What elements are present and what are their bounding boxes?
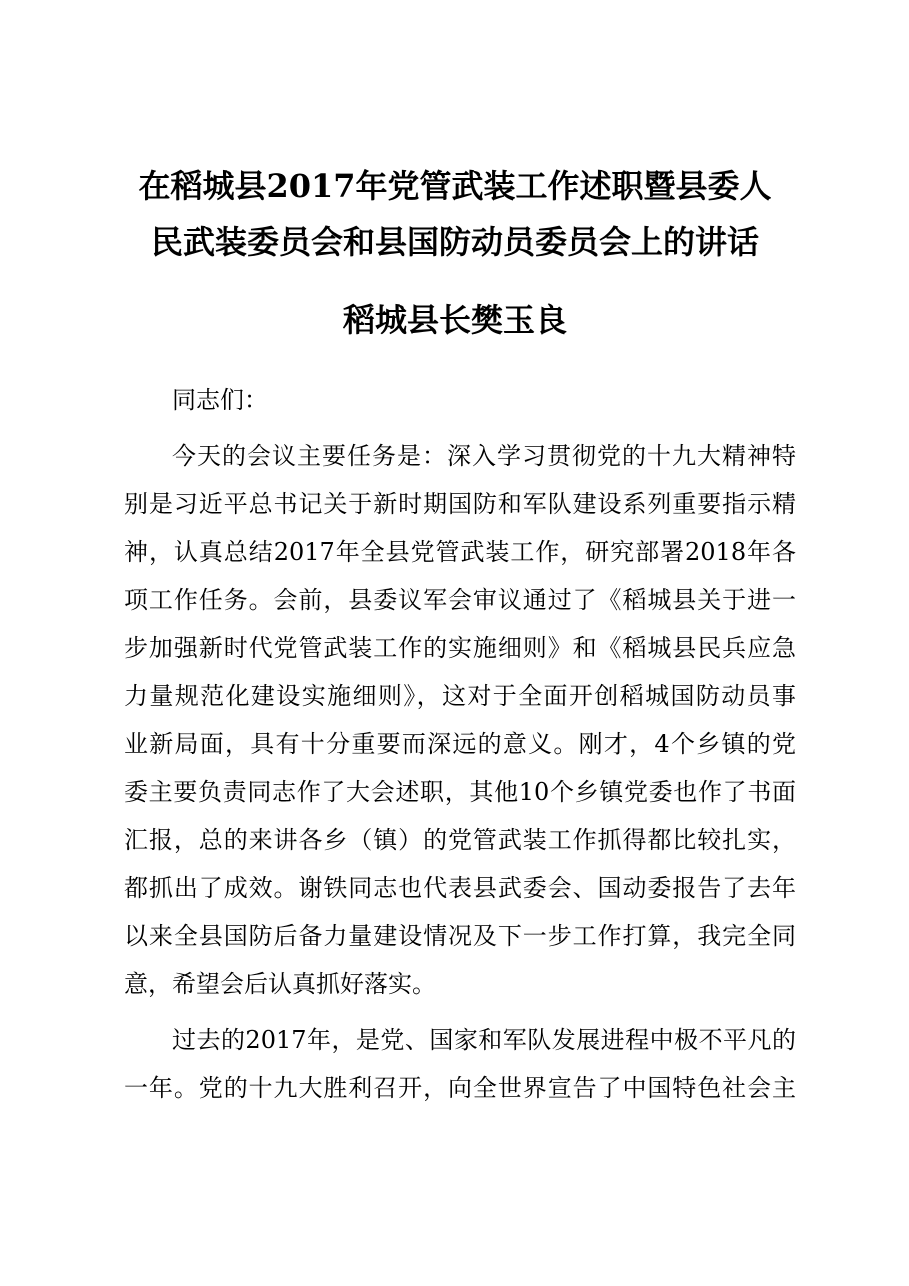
paragraph-line: 神，认真总结2017年全县党管武装工作，研究部署2018年各: [124, 538, 796, 566]
salutation: 同志们：: [172, 386, 268, 414]
paragraph-line: 项工作任务。会前，县委议军会审议通过了《稻城县关于进一: [124, 586, 796, 614]
title-line: 民武装委员会和县国防动员委员会上的讲话: [150, 223, 759, 261]
paragraph-line: 业新局面，具有十分重要而深远的意义。刚才，4个乡镇的党: [124, 730, 796, 758]
paragraph-line: 都抓出了成效。谢铁同志也代表县武委会、国动委报告了去年: [124, 874, 796, 902]
paragraph-line: 委主要负责同志作了大会述职，其他10个乡镇党委也作了书面: [124, 778, 796, 806]
paragraph-line: 步加强新时代党管武装工作的实施细则》和《稻城县民兵应急: [124, 634, 796, 662]
paragraph: [124, 432, 796, 1008]
document-body: [124, 376, 796, 1112]
paragraph-line: 汇报，总的来讲各乡（镇）的党管武装工作抓得都比较扎实，: [124, 826, 796, 854]
paragraph-line: 今天的会议主要任务是：深入学习贯彻党的十九大精神特: [172, 442, 796, 470]
title-line: 在稻城县2017年党管武装工作述职暨县委人: [138, 167, 772, 205]
paragraph-line: 别是习近平总书记关于新时期国防和军队建设系列重要指示精: [124, 490, 796, 518]
paragraph-line: 以来全县国防后备力量建设情况及下一步工作打算，我完全同: [124, 922, 796, 950]
paragraph: [124, 1016, 796, 1112]
paragraph-line: 一年。党的十九大胜利召开，向全世界宣告了中国特色社会主: [124, 1074, 796, 1102]
paragraph-line: 意，希望会后认真抓好落实。: [124, 970, 436, 998]
document-title: [110, 158, 800, 270]
author-line: 稻城县长樊玉良: [342, 301, 567, 339]
paragraph-line: 过去的2017年，是党、国家和军队发展进程中极不平凡的: [172, 1026, 796, 1054]
paragraph-line: 力量规范化建设实施细则》，这对于全面开创稻城国防动员事: [124, 682, 796, 710]
